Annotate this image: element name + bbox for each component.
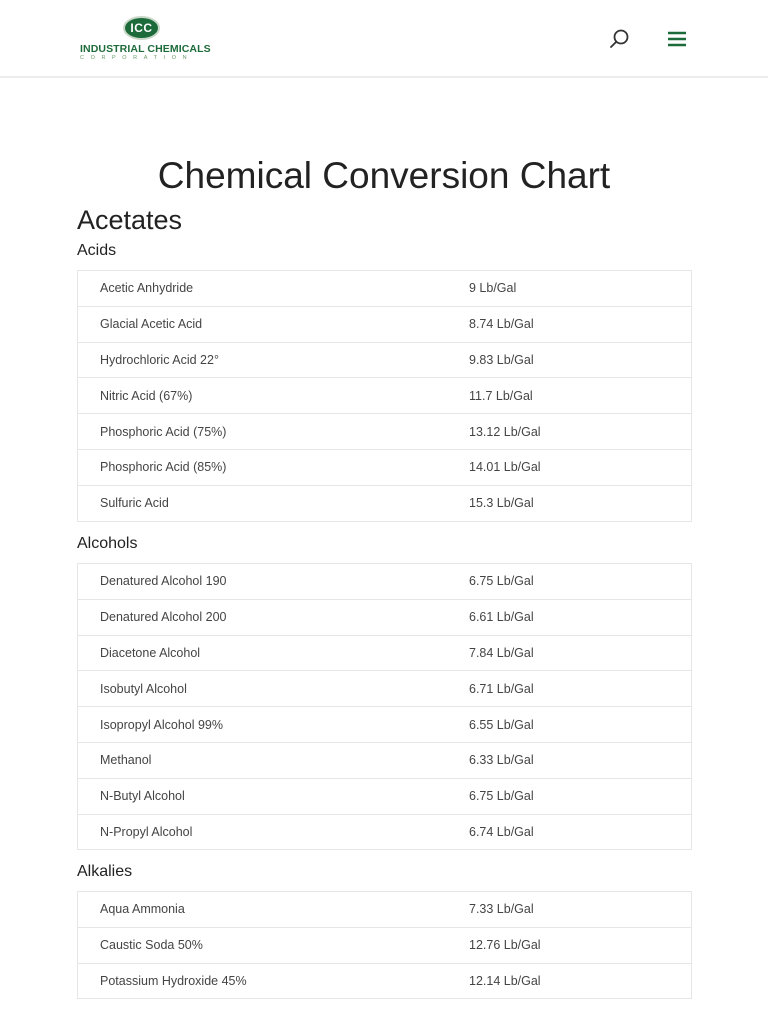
conversion-value: 7.84 Lb/Gal [469, 645, 534, 660]
logo-company-subtitle: CORPORATION [80, 55, 194, 61]
hamburger-menu-icon[interactable] [664, 27, 690, 51]
chemical-name: Potassium Hydroxide 45% [100, 973, 247, 988]
table-row [78, 486, 691, 522]
conversion-value: 6.74 Lb/Gal [469, 824, 534, 839]
table-row [78, 671, 691, 707]
company-logo[interactable] [79, 14, 209, 64]
conversion-table-alcohols [77, 563, 692, 850]
conversion-value: 12.14 Lb/Gal [469, 973, 541, 988]
search-icon[interactable] [608, 28, 630, 50]
conversion-value: 15.3 Lb/Gal [469, 496, 534, 511]
chemical-name: Methanol [100, 753, 152, 768]
section-heading-alkalies: Alkalies [77, 863, 133, 880]
conversion-value: 6.55 Lb/Gal [469, 717, 534, 732]
conversion-table-acids [77, 270, 692, 522]
conversion-value: 8.74 Lb/Gal [469, 317, 534, 332]
table-row [78, 636, 691, 672]
chemical-name: N-Butyl Alcohol [100, 789, 185, 804]
table-row [78, 378, 691, 414]
chemical-name: Hydrochloric Acid 22° [100, 352, 219, 367]
table-row [78, 928, 691, 964]
conversion-value: 14.01 Lb/Gal [469, 460, 541, 475]
chemical-name: Denatured Alcohol 190 [100, 574, 227, 589]
logo-badge [123, 16, 160, 40]
category-heading-acetates: Acetates [77, 205, 183, 235]
conversion-value: 11.7 Lb/Gal [469, 388, 533, 403]
conversion-value: 9 Lb/Gal [469, 281, 517, 296]
page-title: Chemical Conversion Chart [157, 155, 611, 196]
chemical-name: Phosphoric Acid (75%) [100, 424, 227, 439]
table-row [78, 743, 691, 779]
conversion-value: 12.76 Lb/Gal [469, 938, 541, 953]
table-row [78, 779, 691, 815]
chemical-name: Denatured Alcohol 200 [100, 610, 227, 625]
logo-badge-text: ICC [130, 21, 153, 35]
chemical-name: Glacial Acetic Acid [100, 317, 203, 332]
chemical-name: Diacetone Alcohol [100, 645, 201, 660]
table-row [78, 600, 691, 636]
conversion-value: 6.61 Lb/Gal [469, 610, 534, 625]
conversion-value: 6.75 Lb/Gal [469, 789, 534, 804]
table-row [78, 964, 691, 1000]
table-row [78, 343, 691, 379]
chemical-name: Isobutyl Alcohol [100, 681, 187, 696]
conversion-value: 6.71 Lb/Gal [469, 681, 534, 696]
chemical-name: Isopropyl Alcohol 99% [100, 717, 223, 732]
chemical-name: Nitric Acid (67%) [100, 388, 193, 403]
section-heading-alcohols: Alcohols [77, 535, 138, 552]
section-heading-acids: Acids [77, 242, 117, 259]
conversion-value: 7.33 Lb/Gal [469, 902, 534, 917]
chemical-name: N-Propyl Alcohol [100, 824, 193, 839]
conversion-value: 6.75 Lb/Gal [469, 574, 534, 589]
chemical-name: Sulfuric Acid [100, 496, 169, 511]
conversion-value: 13.12 Lb/Gal [469, 424, 541, 439]
chemical-name: Caustic Soda 50% [100, 938, 203, 953]
table-row [78, 892, 691, 928]
conversion-value: 6.33 Lb/Gal [469, 753, 534, 768]
table-row [78, 307, 691, 343]
table-row [78, 815, 691, 851]
chemical-name: Phosphoric Acid (85%) [100, 460, 227, 475]
table-row [78, 707, 691, 743]
logo-company-name: INDUSTRIAL CHEMICALS [80, 43, 211, 55]
chemical-name: Aqua Ammonia [100, 902, 185, 917]
conversion-value: 9.83 Lb/Gal [469, 352, 534, 367]
table-row [78, 414, 691, 450]
conversion-table-alkalies [77, 891, 692, 999]
site-header [0, 0, 768, 78]
table-row [78, 450, 691, 486]
table-row [78, 564, 691, 600]
chemical-name: Acetic Anhydride [100, 281, 194, 296]
table-row [78, 271, 691, 307]
